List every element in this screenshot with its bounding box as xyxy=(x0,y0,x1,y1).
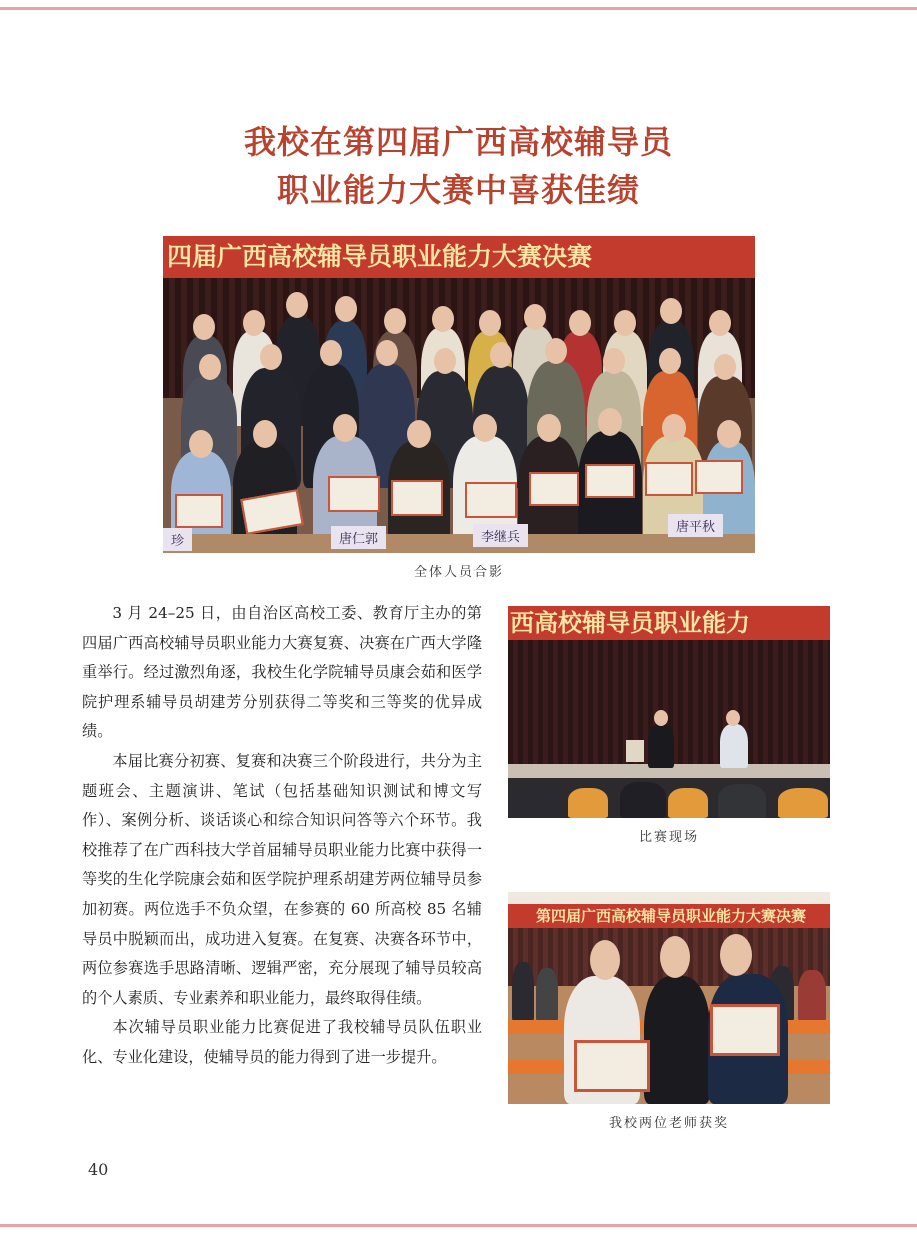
nameplate-2: 唐仁郭 xyxy=(331,526,386,549)
award-photo-caption: 我校两位老师获奖 xyxy=(608,1116,729,1131)
page-number: 40 xyxy=(88,1160,109,1179)
group-photo-banner: 四届广西高校辅导员职业能力大赛决赛 xyxy=(163,236,755,278)
headline-line-1: 我校在第四届广西高校辅导员 xyxy=(243,123,673,161)
table-edge xyxy=(163,534,755,553)
article-paragraph-2: 本届比赛分初赛、复赛和决赛三个阶段进行，共分为主题班会、主题演讲、笔试（包括基础知识测试和博文写作）、案例分析、谈话谈心和综合知识问答等六个环节。我校推荐了在广西科技大学首届辅导员职业能力比赛中获得一等奖的生化学院康会茹和医学院护理系胡建芳两位辅导员参加初赛。两位选手不负众望，在参赛的 60 所高校 85 名辅导员中脱颖而出，成功进入复赛。在复赛、决赛各环节中，两位参赛选手思路清晰、逻辑严密，充分展现了辅导员较高的个人素质、专业素养和职业能力，最终取得佳绩。 xyxy=(82,751,482,1007)
nameplate-3: 李继兵 xyxy=(473,524,528,547)
stage-photo-caption: 比赛现场 xyxy=(638,830,699,845)
stage-photo-banner: 西高校辅导员职业能力 xyxy=(508,606,830,640)
award-photo-banner: 第四届广西高校辅导员职业能力大赛决赛 xyxy=(508,904,830,928)
nameplate-1: 珍 xyxy=(163,528,192,551)
article-paragraph-1: 3 月 24–25 日，由自治区高校工委、教育厅主办的第四届广西高校辅导员职业能力大赛复赛、决赛在广西大学隆重举行。经过激烈角逐，我校生化学院辅导员康会茹和医学院护理系辅导员胡建芳分别获得二等奖和三等奖的优异成绩。 xyxy=(82,604,482,741)
nameplate-4: 唐平秋 xyxy=(668,514,723,537)
headline-line-2: 职业能力大赛中喜获佳绩 xyxy=(276,171,640,209)
article-paragraph-3: 本次辅导员职业能力比赛促进了我校辅导员队伍职业化、专业化建设，使辅导员的能力得到了进一步提升。 xyxy=(82,1018,482,1066)
bottom-rule xyxy=(0,1224,917,1227)
top-rule xyxy=(0,7,917,10)
group-photo xyxy=(163,236,755,553)
ceiling xyxy=(508,892,830,904)
group-photo-caption: 全体人员合影 xyxy=(413,565,504,580)
award-photo xyxy=(508,892,830,1104)
stage-photo xyxy=(508,606,830,818)
page-headline xyxy=(0,118,917,214)
article-body xyxy=(82,599,482,1073)
